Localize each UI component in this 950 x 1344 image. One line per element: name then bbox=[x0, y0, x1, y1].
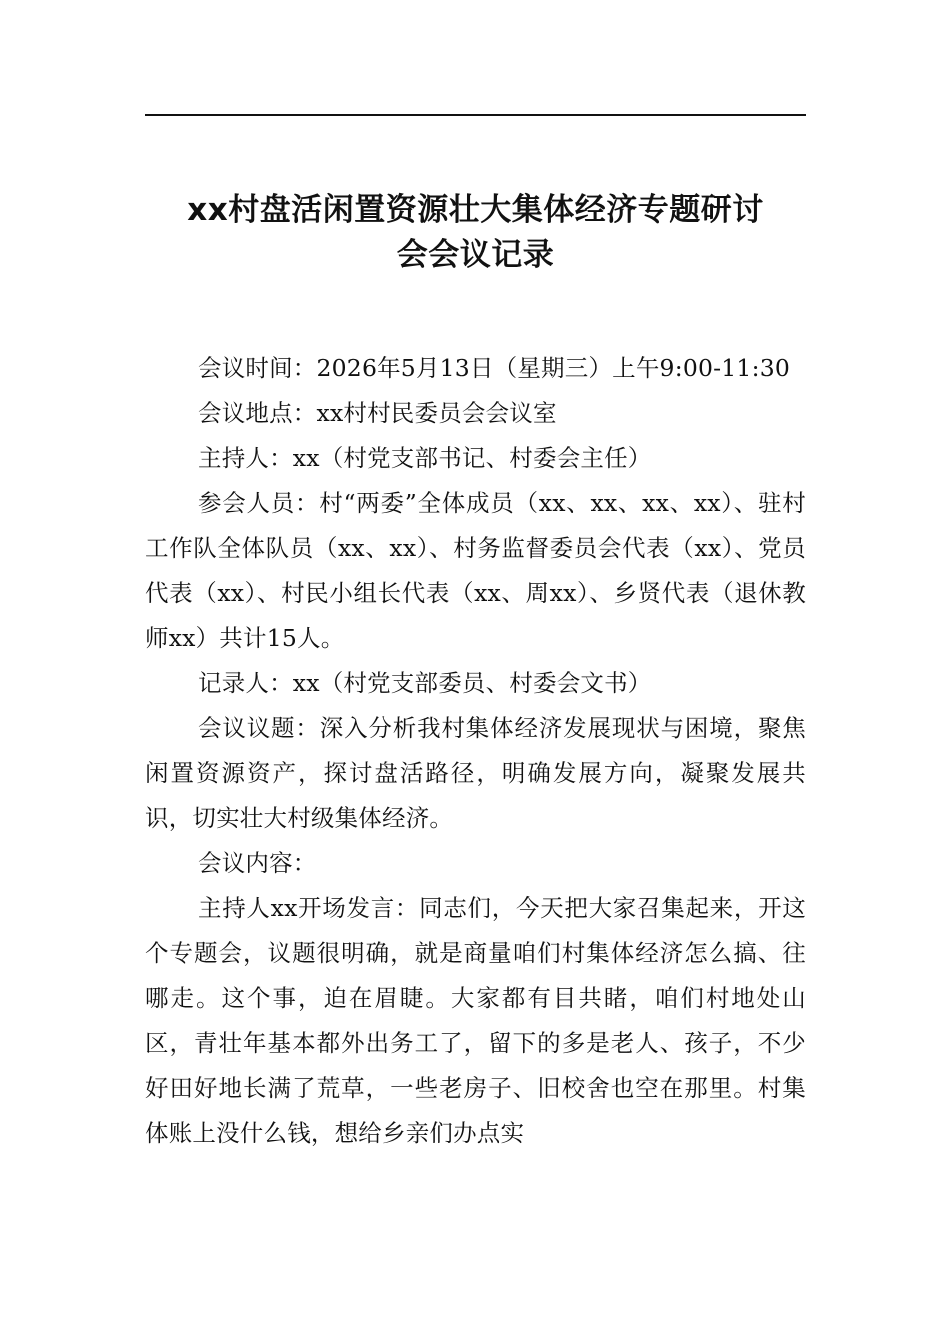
meeting-content-label: 会议内容： bbox=[198, 849, 317, 877]
meeting-attendees: 参会人员：村“两委”全体成员（xx、xx、xx、xx）、驻村工作队全体队员（xx、xx）、村务监督委员会代表（xx）、党员代表（xx）、村民小组长代表（xx、周xx）、乡贤代表（退休教师xx）共计15人。 bbox=[145, 489, 806, 652]
meeting-place: 会议地点：xx村村民委员会会议室 bbox=[198, 399, 557, 427]
document-body bbox=[145, 346, 806, 1156]
meeting-recorder: 记录人：xx（村党支部委员、村委会文书） bbox=[198, 669, 652, 697]
title-line-2: 会会议记录 bbox=[396, 237, 555, 273]
header-rule bbox=[145, 114, 806, 116]
meeting-time: 会议时间：2026年5月13日（星期三）上午9:00-11:30 bbox=[198, 354, 790, 382]
meeting-host: 主持人：xx（村党支部书记、村委会主任） bbox=[198, 444, 652, 472]
meeting-topic: 会议议题：深入分析我村集体经济发展现状与困境，聚焦闲置资源资产，探讨盘活路径，明确发展方向，凝聚发展共识，切实壮大村级集体经济。 bbox=[145, 714, 806, 832]
opening-speech: 主持人xx开场发言：同志们，今天把大家召集起来，开这个专题会，议题很明确，就是商量咱们村集体经济怎么搞、往哪走。这个事，迫在眉睫。大家都有目共睹，咱们村地处山区，青壮年基本都外出务工了，留下的多是老人、孩子，不少好田好地长满了荒草，一些老房子、旧校舍也空在那里。村集体账上没什么钱，想给乡亲们办点实 bbox=[145, 894, 806, 1147]
document-title bbox=[145, 188, 806, 278]
title-line-1: xx村盘活闲置资源壮大集体经济专题研讨 bbox=[187, 192, 764, 228]
